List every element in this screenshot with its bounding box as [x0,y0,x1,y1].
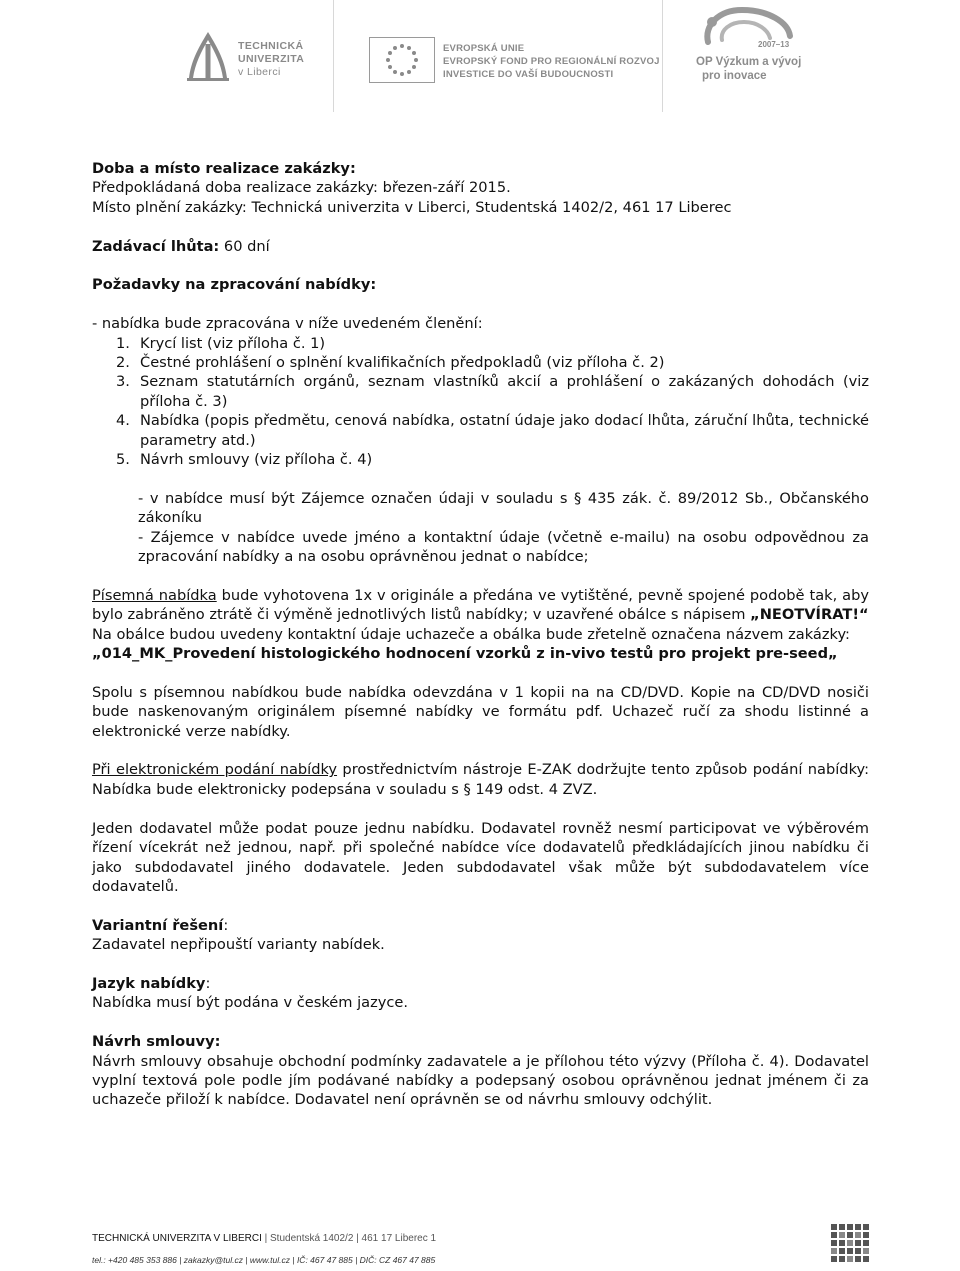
tul-logo-line1: TECHNICKÁ [238,40,304,52]
list-item-text: Čestné prohlášení o splnění kvalifikačních předpokladů (viz příloha č. 2) [140,354,665,372]
dodavatel-paragraph: Jeden dodavatel může podat pouze jednu nabídku. Dodavatel rovněž nesmí participovat ve výběrovém řízení vícekrát než jednou, např. při společné nabídce více dodavatelů předkládajících jinou nabídku či jako subdodavatel jiného dodavatele. Jeden subdodavatel však může být subdodavatelem více dodavatelů. [92,819,869,895]
nazev-zakazky: „014_MK_Provedení histologického hodnocení vzorků z in-vivo testů pro projekt pre-seed„ [92,645,838,663]
header-divider [333,0,334,112]
list-item-number: 2. [116,354,130,372]
eu-logo-line1: EVROPSKÁ UNIE [443,43,525,54]
pisemna-nabidka-paragraph [92,586,869,625]
op-logo-text [696,55,801,83]
list-item-text: Krycí list (viz příloha č. 1) [140,334,326,352]
list-item [92,450,869,469]
footer-address-line [92,1233,832,1244]
tul-logo-icon [183,30,233,82]
eu-flag-icon [369,37,435,83]
footer-address: | Studentská 1402/2 | 461 17 Liberec 1 [261,1233,437,1244]
heading-navrh-smlouvy: Návrh smlouvy: [92,1033,221,1051]
footer-org: TECHNICKÁ UNIVERZITA V LIBERCI [92,1233,262,1244]
op-logo-line1: OP Výzkum a vývoj [696,56,802,68]
eu-logo-text [443,42,660,81]
page-footer [92,1233,832,1265]
footer-dot-pattern-icon [831,1224,869,1262]
list-item-number: 5. [116,451,130,469]
jazyk-text: Nabídka musí být podána v českém jazyce. [92,994,409,1012]
realizace-misto: Místo plnění zakázky: Technická univerzita v Liberci, Studentská 1402/2, 461 17 Liberec [92,198,732,216]
zadavaci-lhuta [92,237,869,256]
header-logos [0,0,960,110]
list-item-number: 3. [116,373,130,391]
heading-variantni-label: Variantní řešení [92,916,224,934]
tul-logo-text [238,40,304,79]
variantni-text: Zadavatel nepřipouští varianty nabídek. [92,936,385,954]
zadavaci-lhuta-value: 60 dní [219,237,270,255]
heading-jazyk-label: Jazyk nabídky [92,974,206,992]
op-logo-years: 2007–13 [758,40,790,49]
heading-pozadavky: Požadavky na zpracování nabídky: [92,276,377,294]
document-body [92,159,869,1110]
pisemna-nabidka-text: bude vyhotovena 1x v originále a předána ve vytištěné, pevně spojené podobě tak, aby bylo zabráněno ztrátě či výměně jednotlivých listů nabídky; v uzavřené obálce s nápisem [92,586,869,624]
list-item-text: Návrh smlouvy (viz příloha č. 4) [140,451,373,469]
navrh-smlouvy-text: Návrh smlouvy obsahuje obchodní podmínky zadavatele a je přílohou této výzvy (Příloha č. 4). Dodavatel vyplní textová pole podle jím podávané nabídky a podepsaný osobou oprávněnou jednat jménem či za uchazeče přiloží k nabídce. Dodavatel není oprávněn se od návrhu smlouvy odchýlit. [92,1052,869,1109]
list-item-text: Seznam statutárních orgánů, seznam vlastníků akcií a prohlášení o zakázaných dohodách (viz příloha č. 3) [140,373,869,410]
elektronicke-podani-paragraph [92,760,869,799]
heading-colon: : [223,916,229,934]
pisemna-nabidka-term: Písemná nabídka [92,586,217,604]
eu-logo-line2: EVROPSKÝ FOND PRO REGIONÁLNÍ ROZVOJ [443,56,660,67]
heading-variantni [92,916,869,935]
elektronicke-podani-text: prostřednictvím nástroje E-ZAK dodržujte tento způsob podání nabídky: Nabídka bude elektronicky podepsána v souladu s § 149 odst. 4 ZVZ. [92,761,869,798]
obalka-text: Na obálce budou uvedeny kontaktní údaje uchazeče a obálka bude zřetelně označena názvem zakázky: [92,625,850,643]
clenen-intro: - nabídka bude zpracována v níže uvedeném členění: [92,315,483,333]
neotvirat-label: „NEOTVÍRAT!“ [750,606,869,624]
op-logo-line2: pro inovace [702,70,767,82]
realizace-doba: Předpokládaná doba realizace zakázky: březen-září 2015. [92,179,511,197]
header-divider [662,0,663,112]
tul-logo-line2: UNIVERZITA [238,53,305,65]
heading-colon: : [205,974,211,992]
tul-logo-line3: v Liberci [238,66,281,78]
zadavaci-lhuta-label: Zadávací lhůta: [92,237,220,255]
list-item [92,372,869,411]
dash-item-kontaktni-udaje: - Zájemce v nabídce uvede jméno a kontaktní údaje (včetně e-mailu) na osobu odpovědnou za zpracování nabídky a na osobu oprávněnou jednat o nabídce; [138,528,869,566]
footer-contacts: tel.: +420 485 353 886 | zakazky@tul.cz | www.tul.cz | IČ: 467 47 885 | DIČ: CZ 467 47 885 [92,1255,436,1265]
dash-item-zajemce-oznaceni: - v nabídce musí být Zájemce označen údaji v souladu s § 435 zák. č. 89/2012 Sb., Občanského zákoníku [138,489,869,527]
cd-dvd-paragraph: Spolu s písemnou nabídkou bude nabídka odevzdána v 1 kopii na na CD/DVD. Kopie na CD/DVD nosiči bude naskenovaným originálem písemné nabídky ve formátu pdf. Uchazeč ručí za shodu listinné a elektronické verze nabídky. [92,683,869,740]
eu-logo-line3: INVESTICE DO VAŠÍ BUDOUCNOSTI [443,69,614,80]
list-item [92,353,869,372]
heading-realizace: Doba a místo realizace zakázky: [92,160,356,177]
list-item-number: 4. [116,412,130,430]
list-item [92,411,869,450]
list-item [92,334,869,353]
list-item-number: 1. [116,334,130,352]
heading-jazyk [92,974,869,993]
list-item-text: Nabídka (popis předmětu, cenová nabídka, ostatní údaje jako dodací lhůta, záruční lhůta, technické parametry atd.) [140,412,869,449]
elektronicke-podani-term: Při elektronickém podání nabídky [92,761,338,779]
